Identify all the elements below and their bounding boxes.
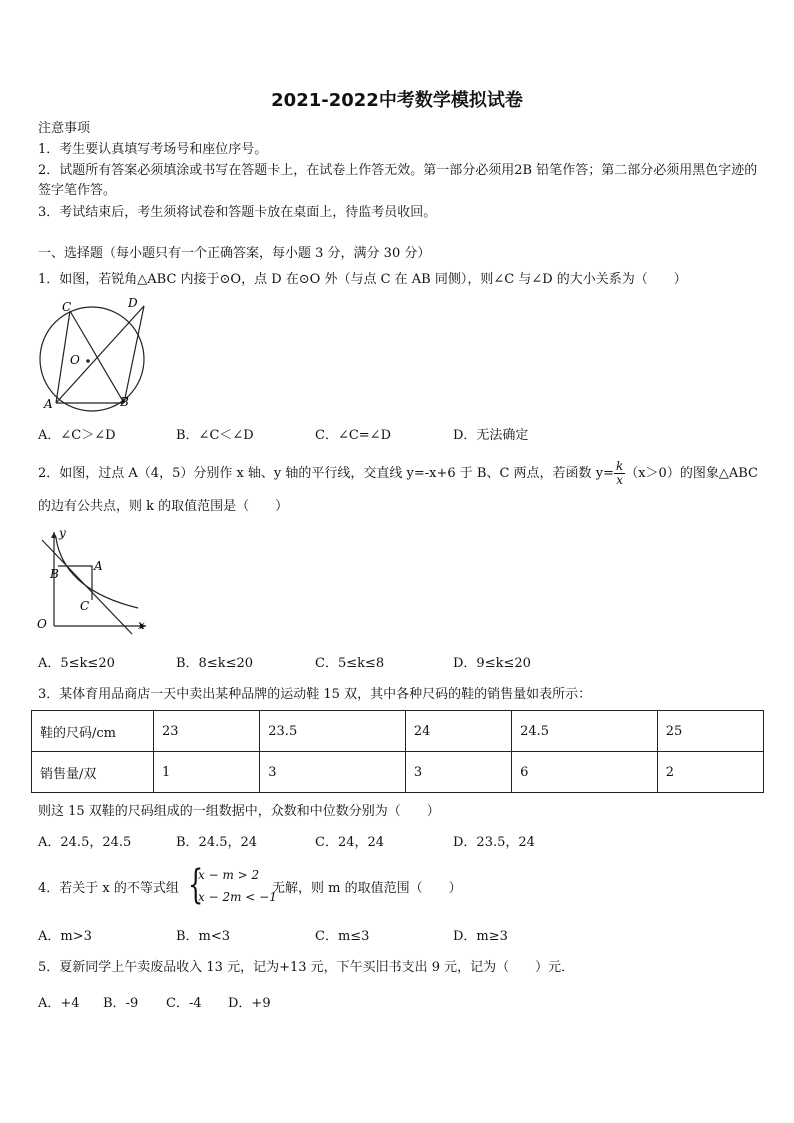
notice-item-3: 3．考试结束后，考生须将试卷和答题卡放在桌面上，待监考员收回。: [38, 205, 437, 220]
table-cell: 2: [657, 752, 763, 793]
q4-option-b: B．m<3: [176, 929, 231, 944]
inequality-1: x − m > 2: [198, 868, 260, 882]
q2-option-b: B．8≤k≤20: [176, 656, 254, 671]
q5-stem: 5．夏新同学上午卖废品收入 13 元，记为+13 元，下午买旧书支出 9 元，记为（ ）元．: [38, 960, 575, 975]
table-cell: 6: [512, 752, 658, 793]
table-header-size: 鞋的尺码/cm: [32, 711, 154, 752]
label-b: B: [50, 567, 59, 581]
label-b: B: [120, 395, 129, 409]
table-row: [32, 752, 764, 793]
label-a: A: [44, 397, 53, 411]
q3-option-a: A．24.5，24.5: [38, 835, 132, 850]
center-point: [86, 359, 90, 363]
label-c: C: [62, 300, 72, 314]
label-a: A: [94, 559, 103, 573]
q3-stem: 3．某体育用品商店一天中卖出某种品牌的运动鞋 15 双，其中各种尺码的鞋的销售量如表所示：: [38, 687, 592, 702]
table-cell: 23.5: [260, 711, 406, 752]
q5-option-a: A．+4: [38, 996, 80, 1011]
table-cell: 25: [657, 711, 763, 752]
q2-stem-b: （x＞0）的图象△ABC: [625, 466, 758, 481]
q1-option-a: A．∠C＞∠D: [38, 428, 116, 443]
label-d: D: [128, 296, 138, 310]
q4-option-c: C．m≤3: [315, 929, 370, 944]
q2-stem-line2: 的边有公共点，则 k 的取值范围是（ ）: [38, 499, 289, 514]
q5-option-d: D．+9: [228, 996, 271, 1011]
q5-option-c: C．-4: [166, 996, 202, 1011]
q2-graph-figure: [34, 526, 150, 638]
table-cell: 23: [154, 711, 260, 752]
notice-heading: 注意事项: [38, 121, 91, 136]
q4-stem-a: 4．若关于 x 的不等式组: [38, 881, 179, 896]
q1-option-d: D．无法确定: [453, 428, 529, 443]
shoe-size-table: [31, 710, 764, 793]
q3-question: 则这 15 双鞋的尺码组成的一组数据中，众数和中位数分别为（ ）: [38, 804, 440, 819]
q1-stem: 1．如图，若锐角△ABC 内接于⊙O，点 D 在⊙O 外（与点 C 在 AB 同侧），则∠C 与∠D 的大小关系为（ ）: [38, 272, 687, 287]
q2-stem-a: 2．如图，过点 A（4，5）分别作 x 轴、y 轴的平行线，交直线 y=-x+6 于 B、C 两点，若函数 y=: [38, 466, 614, 481]
table-cell: 24.5: [512, 711, 658, 752]
label-x: x: [138, 618, 145, 632]
label-o: O: [70, 353, 80, 367]
q2-stem-line1: [38, 460, 758, 487]
q3-option-c: C．24，24: [315, 835, 385, 850]
q4-option-d: D．m≥3: [453, 929, 508, 944]
brace-symbol: {: [188, 862, 204, 908]
q3-option-d: D．23.5，24: [453, 835, 535, 850]
section-heading: 一、选择题（每小题只有一个正确答案，每小题 3 分，满分 30 分）: [38, 246, 431, 261]
table-cell: 24: [405, 711, 511, 752]
label-c: C: [80, 599, 90, 613]
label-y: y: [59, 526, 66, 540]
q2-frac-denominator: x: [616, 473, 623, 487]
q2-option-a: A．5≤k≤20: [38, 656, 115, 671]
q1-option-c: C．∠C=∠D: [315, 428, 391, 443]
q1-circle-figure: [34, 294, 152, 416]
table-header-count: 销售量/双: [32, 752, 154, 793]
table-cell: 3: [260, 752, 406, 793]
q2-option-d: D．9≤k≤20: [453, 656, 531, 671]
table-cell: 1: [154, 752, 260, 793]
triangle-abc: [58, 566, 92, 600]
table-cell: 3: [405, 752, 511, 793]
y-axis-arrow: [51, 532, 57, 538]
notice-item-1: 1．考生要认真填写考场号和座位序号。: [38, 142, 268, 157]
table-row: [32, 711, 764, 752]
q4-stem-b: 无解，则 m 的取值范围（ ）: [272, 881, 462, 896]
q5-option-b: B．-9: [103, 996, 139, 1011]
q2-frac-numerator: k: [615, 459, 624, 473]
q2-fraction: [614, 460, 625, 487]
q3-option-b: B．24.5，24: [176, 835, 258, 850]
label-o: O: [37, 617, 47, 631]
q1-option-b: B．∠C＜∠D: [176, 428, 254, 443]
inequality-2: x − 2m < −1: [198, 890, 277, 904]
page-title: 2021-2022中考数学模拟试卷: [271, 90, 523, 111]
notice-item-2: 2．试题所有答案必须填涂或书写在答题卡上，在试卷上作答无效。第一部分必须用2B 铅笔作答；第二部分必须用黑色字迹的签字笔作答。: [38, 163, 758, 198]
q2-option-c: C．5≤k≤8: [315, 656, 385, 671]
q4-option-a: A．m>3: [38, 929, 92, 944]
